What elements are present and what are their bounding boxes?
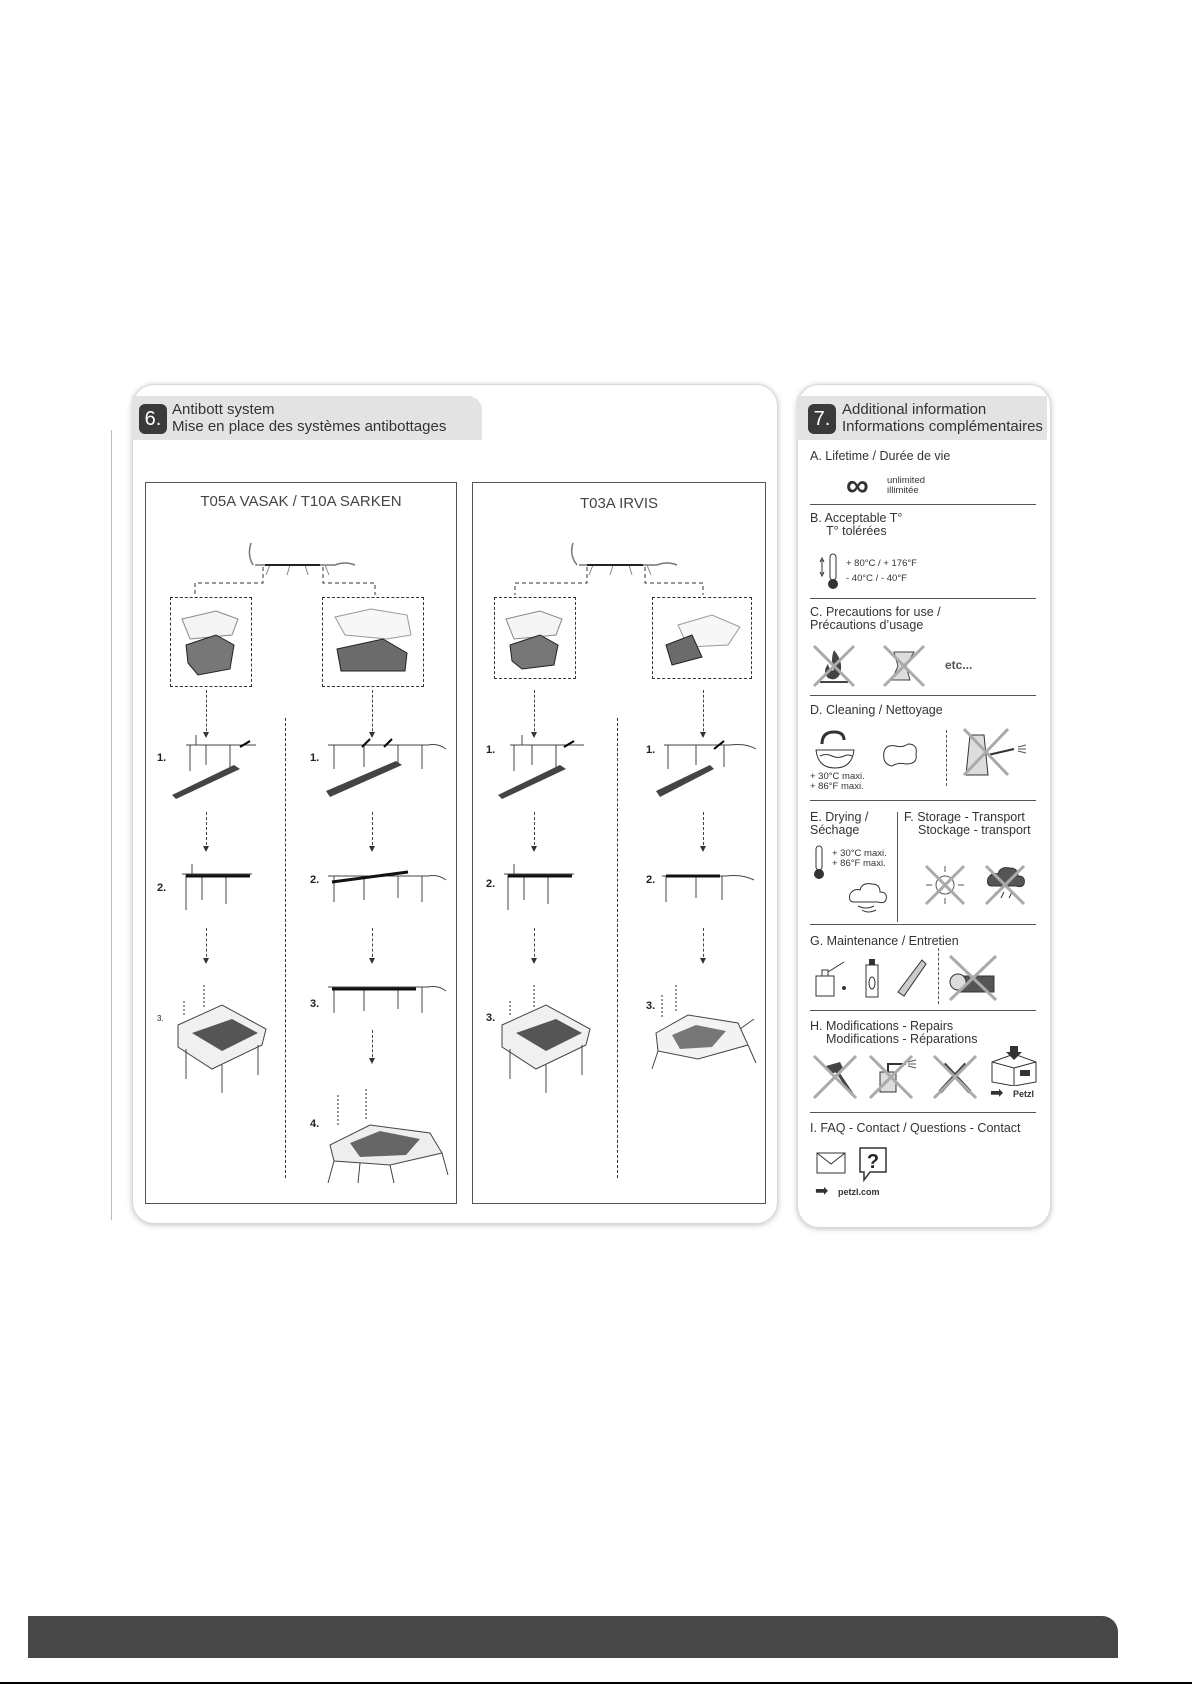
modifications-title: H. Modifications - Repairs <box>810 1019 954 1033</box>
no-rain-icon <box>980 860 1030 910</box>
arrow-down <box>703 812 704 850</box>
divider-vertical <box>946 730 947 786</box>
precautions-title: C. Precautions for use / <box>810 605 941 619</box>
step3-screw-assembly-irvis-rear <box>648 985 758 1075</box>
arrow-down <box>534 812 535 850</box>
antibott-plate-4 <box>658 605 748 675</box>
page-left-line <box>111 430 112 1220</box>
step3-screw-assembly-irvis-front <box>496 985 596 1095</box>
step-3-label: 3. <box>310 998 320 1010</box>
section6-title-fr: Mise en place des systèmes antibottages <box>172 418 447 435</box>
no-hammer-icon <box>810 1052 860 1102</box>
lubricant-spray-icon <box>862 955 886 999</box>
precautions-title-fr: Précautions d’usage <box>810 618 924 632</box>
divider <box>810 598 1036 599</box>
section6-number: 6. <box>139 404 167 434</box>
temperature-low: - 40°C / - 40°F <box>846 573 907 584</box>
step3-illustration-sarken <box>318 975 448 1025</box>
divider <box>810 504 1036 505</box>
arrow-down <box>206 928 207 962</box>
temperature-title-fr: T° tolérées <box>826 524 887 538</box>
step2-illustration-irvis-rear <box>656 858 756 918</box>
step3-screw-assembly-vasak <box>172 985 272 1095</box>
arrow-down <box>372 812 373 850</box>
no-pressure-washer-icon <box>958 725 1038 780</box>
drying-temp-c: + 30°C maxi. <box>832 848 887 859</box>
divider <box>810 1112 1036 1113</box>
step2-illustration-irvis-front <box>494 858 584 918</box>
file-tool-icon <box>894 956 930 1000</box>
divider <box>810 695 1036 696</box>
section7-title-fr: Informations complémentaires <box>842 418 1043 435</box>
air-dry-cloud-icon <box>846 878 892 914</box>
antibott-plate-3 <box>500 605 570 675</box>
mail-icon <box>816 1152 846 1174</box>
divider-right-box <box>617 718 618 1178</box>
no-tools-icon <box>930 1052 980 1102</box>
antibott-plate-1 <box>176 605 246 680</box>
infinity-icon: ∞ <box>846 467 869 503</box>
petzl-website: petzl.com <box>838 1187 880 1197</box>
lifetime-illimitee: illimitée <box>887 485 919 496</box>
divider-vertical <box>938 948 939 1004</box>
divider-left-box <box>285 718 286 1178</box>
cleaning-title: D. Cleaning / Nettoyage <box>810 703 943 717</box>
step-1-label: 1. <box>157 752 167 764</box>
no-grinder-icon <box>944 952 1004 1002</box>
return-box-icon <box>988 1046 1040 1086</box>
step-1-label: 1. <box>486 744 496 756</box>
arrow-down <box>372 928 373 962</box>
step-3-label: 3. <box>486 1012 496 1024</box>
divider <box>810 1010 1036 1011</box>
modifications-title-fr: Modifications - Réparations <box>826 1032 978 1046</box>
step2-illustration-sarken <box>318 858 448 918</box>
step-2-label: 2. <box>646 874 656 886</box>
lifetime-unlimited: unlimited <box>887 475 926 486</box>
antibott-plate-2 <box>327 605 419 680</box>
step-1-label: 1. <box>646 744 656 756</box>
step-1-label: 1. <box>310 752 320 764</box>
cleaning-temp-c: + 30°C maxi. <box>810 771 865 782</box>
footer-bar <box>28 1616 1118 1658</box>
petzl-brand: Petzl <box>1013 1089 1035 1099</box>
storage-title-fr: Stockage - transport <box>918 823 1031 837</box>
step-2-label: 2. <box>310 874 320 886</box>
step1-illustration-irvis-rear <box>650 725 760 800</box>
step-3-label: 3. <box>157 1014 164 1023</box>
svg-text:?: ? <box>866 1151 880 1173</box>
step4-screw-assembly-sarken <box>320 1085 450 1185</box>
step-4-label: 4. <box>310 1118 320 1130</box>
oil-can-icon <box>810 958 850 998</box>
cleaning-temp-f: + 86°F maxi. <box>810 781 864 792</box>
no-sun-icon <box>920 860 970 910</box>
section7-title-en: Additional information <box>842 401 987 418</box>
arrow-right-icon: ➡ <box>815 1183 829 1200</box>
step1-illustration-vasak <box>166 725 266 800</box>
thermometer-icon <box>818 552 842 592</box>
divider-vertical <box>897 812 898 922</box>
sponge-icon <box>880 740 920 770</box>
step1-illustration-irvis-front <box>494 725 594 800</box>
arrow-down <box>206 812 207 850</box>
no-fire-icon <box>810 642 858 690</box>
faq-title: I. FAQ - Contact / Questions - Contact <box>810 1121 1021 1135</box>
arrow-down <box>372 1030 373 1062</box>
drying-title-fr: Séchage <box>810 823 860 837</box>
thermometer-icon <box>810 844 830 880</box>
divider <box>810 924 1036 925</box>
divider <box>810 800 1036 801</box>
drying-title: E. Drying / <box>810 810 869 824</box>
precautions-etc: etc... <box>945 658 973 672</box>
step1-illustration-sarken <box>318 725 448 800</box>
lifetime-title: A. Lifetime / Durée de vie <box>810 449 951 463</box>
storage-title: F. Storage - Transport <box>904 810 1025 824</box>
temperature-title: B. Acceptable T° <box>810 511 903 525</box>
arrow-right-icon: ➡ <box>990 1085 1004 1102</box>
maintenance-title: G. Maintenance / Entretien <box>810 934 959 948</box>
step2-illustration-vasak <box>172 858 262 918</box>
column-title-irvis: T03A IRVIS <box>579 495 659 512</box>
column-title-vasak-sarken: T05A VASAK / T10A SARKEN <box>200 493 402 510</box>
footer-line <box>0 1682 1192 1684</box>
temperature-high: + 80°C / + 176°F <box>846 558 917 569</box>
no-torch-icon <box>866 1052 920 1102</box>
no-chemicals-icon <box>880 642 928 690</box>
question-bubble-icon <box>858 1146 888 1182</box>
drying-temp-f: + 86°F maxi. <box>832 858 886 869</box>
faucet-basin-icon <box>810 728 860 772</box>
arrow-down <box>534 928 535 962</box>
section7-number: 7. <box>808 404 836 434</box>
arrow-down <box>703 928 704 962</box>
step-3-label: 3. <box>646 1000 656 1012</box>
step-2-label: 2. <box>486 878 496 890</box>
step-2-label: 2. <box>157 882 167 894</box>
section6-title-en: Antibott system <box>172 401 275 418</box>
